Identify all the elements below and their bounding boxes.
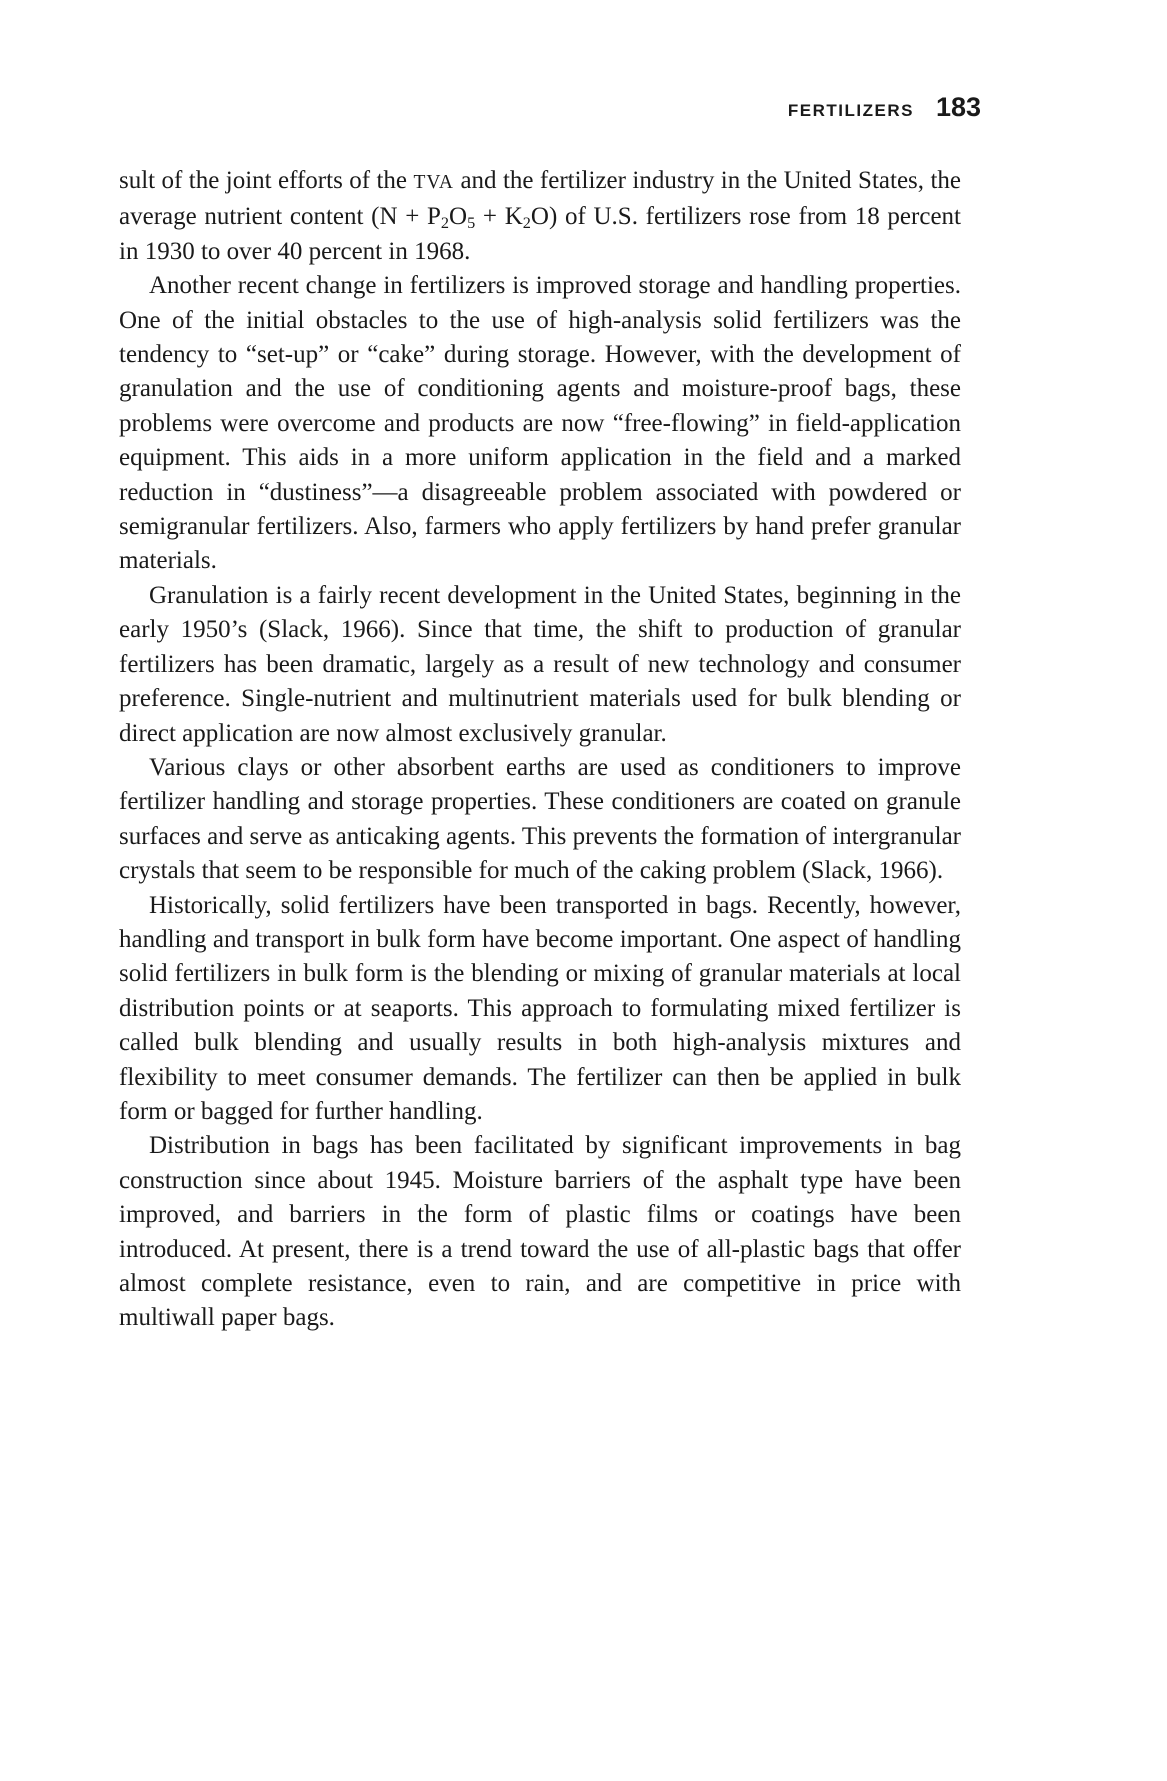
subscript: 5 [467,214,476,233]
tva-abbreviation: TVA [413,172,455,193]
subscript: 2 [522,214,531,233]
paragraph-continued [119,164,961,269]
running-head [788,92,981,123]
text-run: + K [475,203,523,231]
text-run: O) of U.S. fertilizers rose from 18 percent in 1930 to over 40 percent in 1968. [119,203,961,265]
text-run: O [449,203,468,231]
paragraph-bag-distribution: Distribution in bags has been facilitated by significant improvements in bag construction since about 1945. Moisture barriers of the asphalt type have been improved, and barriers in the form of plastic films or coatings have been introduced. At present, there is a trend toward the use of all-plastic bags that offer almost complete resistance, even to rain, and are competitive in price with multiwall paper bags. [119,1132,961,1332]
text-run: and the fertilizer industry in the United States, the average nutrient content (N + P [119,167,961,231]
subscript: 2 [440,214,450,233]
body-text [119,164,961,1336]
paragraph-conditioners: Various clays or other absorbent earths are used as conditioners to improve fertilizer handling and storage properties. These conditioners are coated on granule surfaces and serve as anticaking agents. This prevents the formation of intergranular crystals that seem to be responsible for much of the caking problem (Slack, 1966). [119,753,961,885]
section-title: FERTILIZERS [787,101,914,120]
paragraph-storage-handling: Another recent change in fertilizers is improved storage and handling properties. One of the initial obstacles to the use of high-analysis solid fertilizers was the tendency to “set-up” or “cake” during storage. However, with the development of granulation and the use of conditioning agents and moisture-proof bags, these problems were overcome and products are now “free-flowing” in field-application equipment. This aids in a more uniform application in the field and a marked reduction in “dustiness”—a disagreeable problem associated with powdered or semigranular fertilizers. Also, farmers who apply fertilizers by hand prefer granular materials. [119,272,961,575]
page-number: 183 [935,92,981,122]
paragraph-bulk-transport: Historically, solid fertilizers have been transported in bags. Recently, however, handling and transport in bulk form have become important. One aspect of handling solid fertilizers in bulk form is the blending or mixing of granular materials at local distribution points or at seaports. This approach to formulating mixed fertilizer is called bulk blending and usually results in both high-analysis mixtures and flexibility to meet consumer demands. The fertilizer can then be applied in bulk form or bagged for further handling. [119,891,961,1125]
paragraph-granulation: Granulation is a fairly recent development in the United States, beginning in the early 1950’s (Slack, 1966). Since that time, the shift to production of granular fertilizers has been dramatic, largely as a result of new technology and consumer preference. Single-nutrient and multinutrient materials used for bulk blending or direct application are now almost exclusively granular. [119,581,961,747]
text-run: sult of the joint efforts of the [119,167,414,194]
